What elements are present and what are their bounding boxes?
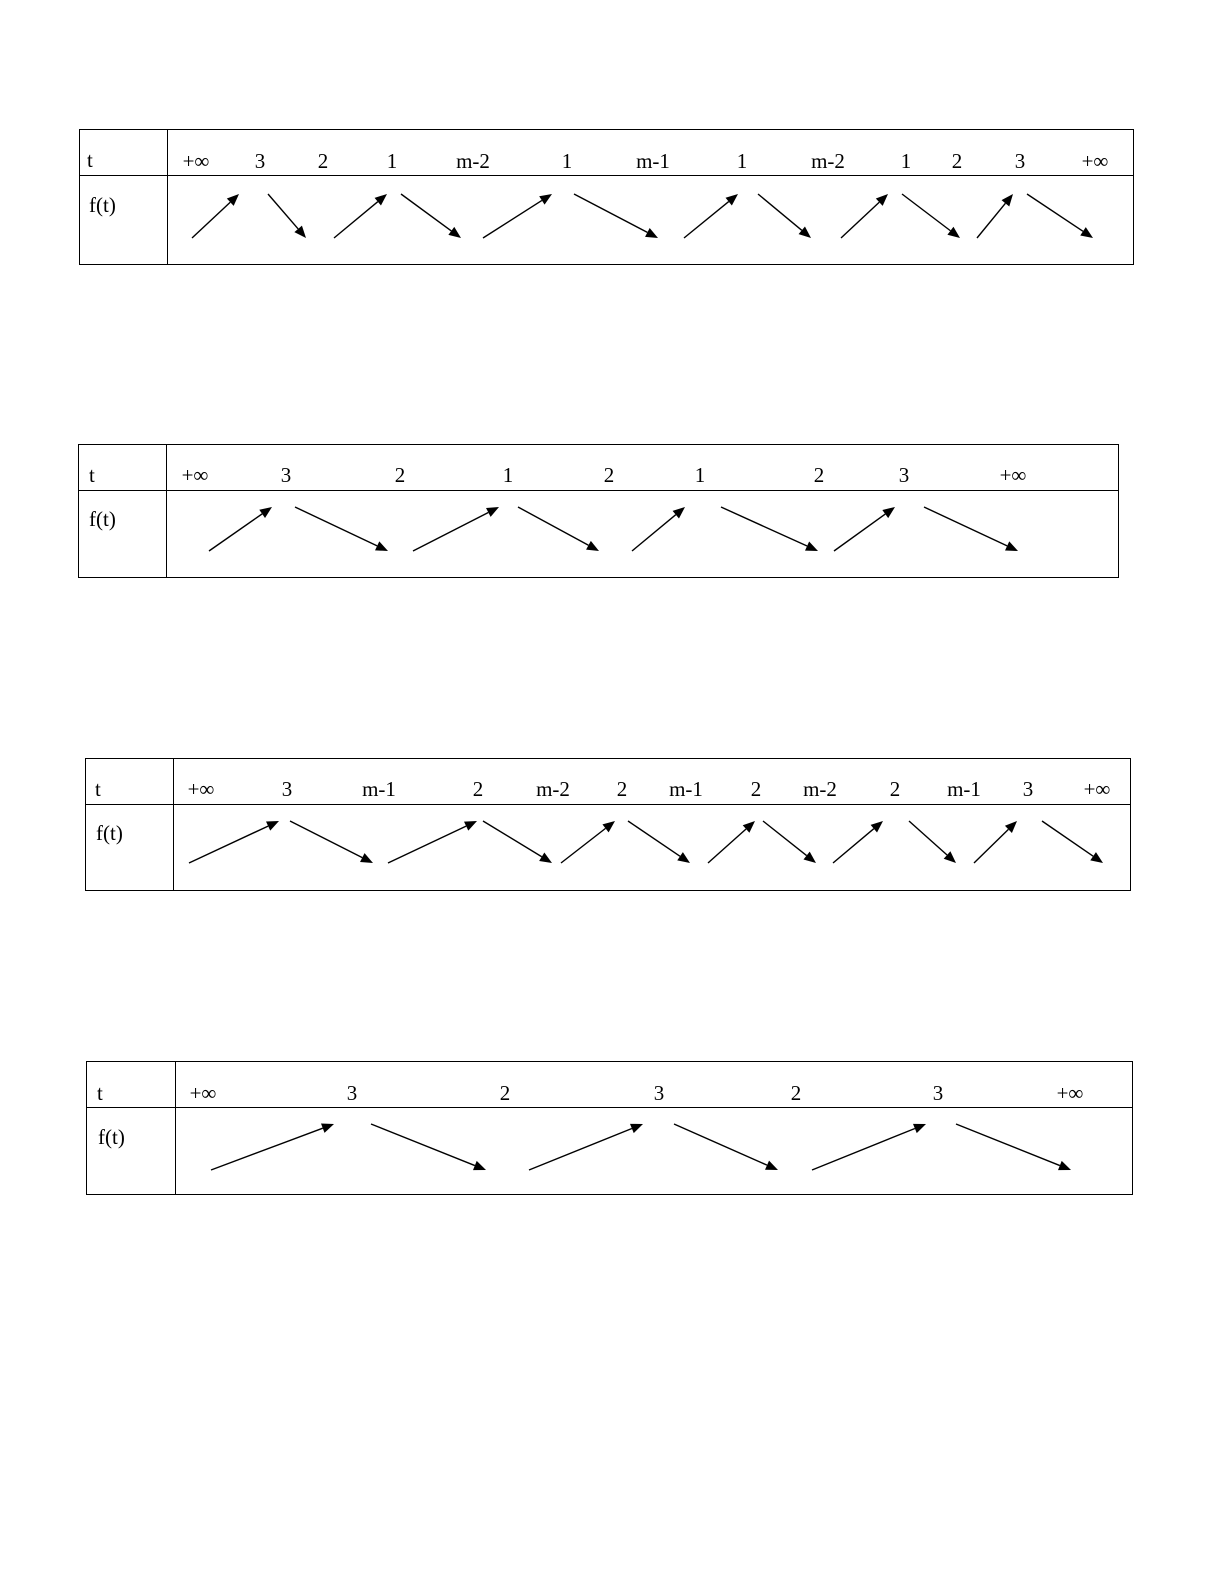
increasing-arrow [209,507,272,551]
decreasing-arrow [956,1124,1071,1170]
increasing-arrow [812,1124,926,1170]
decreasing-arrow [909,821,956,863]
increasing-arrow [388,821,477,863]
decreasing-arrow [628,821,690,863]
t-value: 3 [280,463,292,487]
t-value: 2 [616,777,628,801]
t-value: 2 [394,463,406,487]
decreasing-arrow [483,821,552,863]
decreasing-arrow [763,821,816,863]
decreasing-arrow [574,194,658,238]
increasing-arrow [561,821,615,863]
t-value: 3 [653,1081,665,1105]
t-value: m-1 [669,777,703,801]
row-label-t: t [87,148,93,172]
t-value: 2 [317,149,329,173]
increasing-arrow [833,821,883,863]
t-value: 3 [932,1081,944,1105]
t-value: m-2 [456,149,490,173]
t-value: 1 [561,149,573,173]
row-label-ft: f(t) [89,193,116,217]
increasing-arrow [974,821,1017,863]
t-value: m-1 [362,777,396,801]
t-value: 3 [898,463,910,487]
variation-table-3 [85,758,1131,891]
t-value: 1 [694,463,706,487]
t-value: 3 [346,1081,358,1105]
increasing-arrow [684,194,738,238]
increasing-arrow [483,194,552,238]
f-arrows [86,759,1132,892]
t-value: +∞ [1083,777,1111,801]
t-value: m-1 [636,149,670,173]
increasing-arrow [632,507,685,551]
t-value: 1 [386,149,398,173]
t-value: m-2 [536,777,570,801]
t-value: 2 [499,1081,511,1105]
decreasing-arrow [674,1124,778,1170]
variation-table-4 [86,1061,1133,1195]
t-value: 2 [790,1081,802,1105]
increasing-arrow [841,194,888,238]
row-label-t: t [97,1081,103,1105]
row-label-t: t [89,463,95,487]
decreasing-arrow [758,194,811,238]
t-value: 1 [502,463,514,487]
t-value: m-1 [947,777,981,801]
t-value: 2 [603,463,615,487]
variation-table-2 [78,444,1119,578]
t-value: +∞ [189,1081,217,1105]
t-value: 3 [1014,149,1026,173]
decreasing-arrow [295,507,388,551]
increasing-arrow [708,821,755,863]
decreasing-arrow [1042,821,1103,863]
increasing-arrow [977,194,1013,238]
increasing-arrow [334,194,387,238]
t-value: 3 [254,149,266,173]
t-value: 2 [951,149,963,173]
t-value: 1 [736,149,748,173]
t-value: 2 [889,777,901,801]
t-value: +∞ [182,149,210,173]
row-label-ft: f(t) [89,507,116,531]
row-label-ft: f(t) [96,821,123,845]
decreasing-arrow [518,507,599,551]
t-value: 2 [750,777,762,801]
decreasing-arrow [1027,194,1093,238]
increasing-arrow [834,507,895,551]
row-label-ft: f(t) [98,1125,125,1149]
decreasing-arrow [924,507,1018,551]
t-value: 3 [1022,777,1034,801]
t-value: +∞ [1081,149,1109,173]
t-value: m-2 [811,149,845,173]
t-value: 2 [472,777,484,801]
variation-table-1 [79,129,1134,265]
decreasing-arrow [268,194,306,238]
increasing-arrow [413,507,499,551]
increasing-arrow [189,821,279,863]
t-value: 2 [813,463,825,487]
increasing-arrow [529,1124,643,1170]
f-arrows [87,1062,1134,1196]
t-value: +∞ [187,777,215,801]
t-value: +∞ [999,463,1027,487]
t-value: 1 [900,149,912,173]
row-label-t: t [95,777,101,801]
decreasing-arrow [290,821,373,863]
t-value: m-2 [803,777,837,801]
decreasing-arrow [401,194,461,238]
increasing-arrow [192,194,239,238]
t-value: 3 [281,777,293,801]
decreasing-arrow [902,194,960,238]
f-arrows [80,130,1135,266]
f-arrows [79,445,1120,579]
decreasing-arrow [371,1124,486,1170]
increasing-arrow [211,1124,334,1170]
t-value: +∞ [1056,1081,1084,1105]
decreasing-arrow [721,507,818,551]
t-value: +∞ [181,463,209,487]
